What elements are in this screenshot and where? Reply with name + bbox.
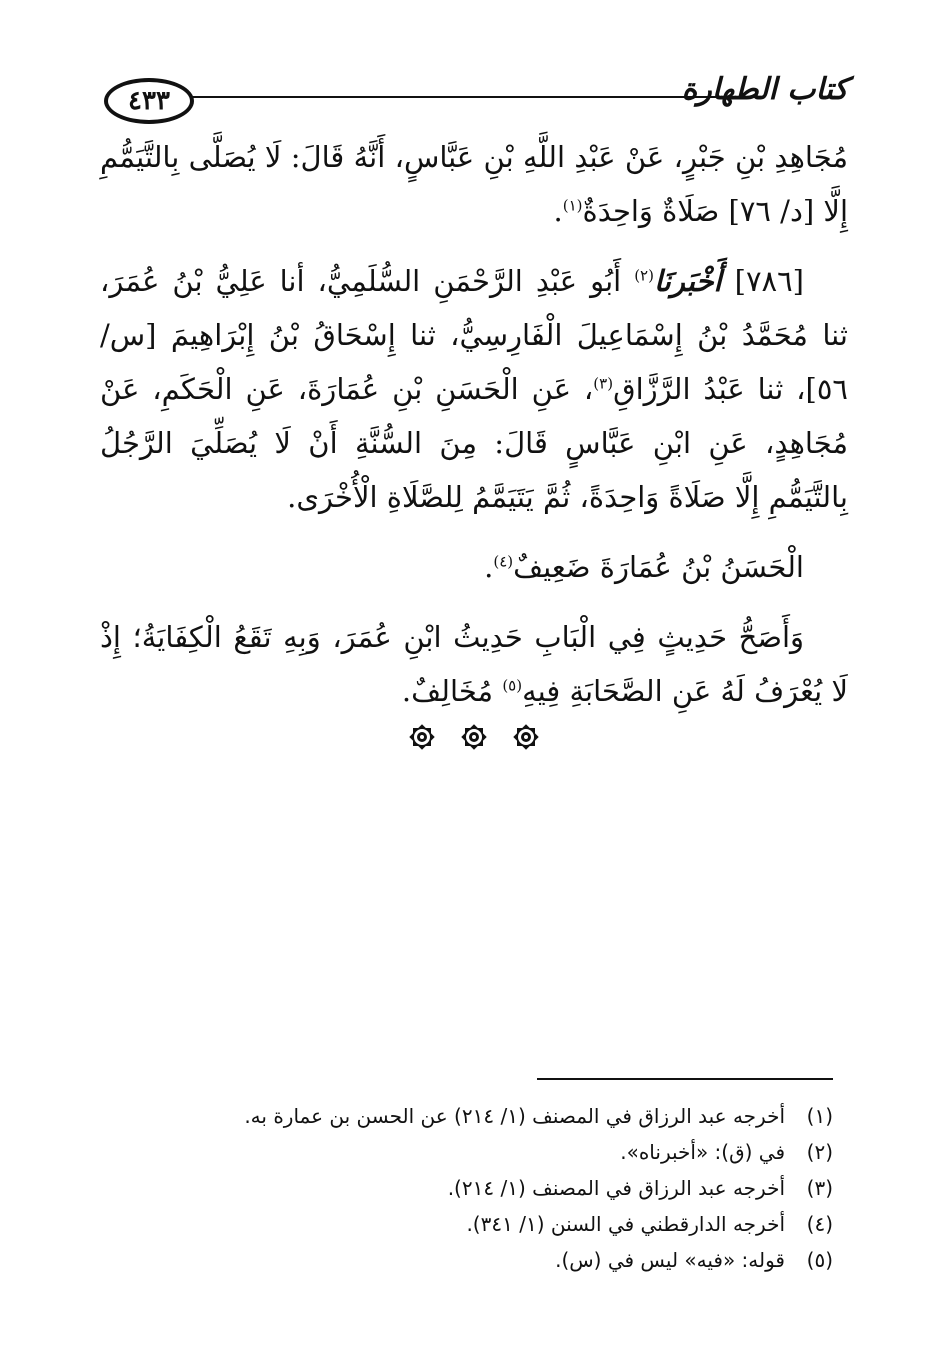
footnote-ref-3[interactable]: (٣): [593, 374, 614, 393]
page-header: [100, 72, 848, 130]
footnote-item: [153, 1206, 833, 1242]
footnote-text: في (ق): «أخبرناه».: [620, 1140, 785, 1164]
main-text: [100, 130, 848, 718]
paragraph-3: [100, 540, 848, 594]
paragraph-1: [100, 130, 848, 238]
p2-text-1: أَبُو عَبْدِ الرَّحْمَنِ السُّلَمِيُّ، أنا عَلِيُّ بْنُ عُمَرَ، ثنا مُحَمَّدُ بْنُ إِسْمَاعِيلَ الْفَارِسِيُّ، ثنا إِسْحَاقُ بْنُ إِبْرَاهِيمَ [س/ ٥٦]، ثنا عَبْدُ الرَّزَّاقِ: [100, 264, 848, 406]
footnote-item: [153, 1134, 833, 1170]
footnote-ref-2[interactable]: (٢): [634, 266, 654, 285]
footnote-text: قوله: «فيه» ليس في (س).: [555, 1248, 785, 1272]
footnote-item: [153, 1098, 833, 1134]
p4-text-1: وَأَصَحُّ حَدِيثٍ فِي الْبَابِ حَدِيثُ ابْنِ عُمَرَ، وَبِهِ تَقَعُ الْكِفَايَةُ؛ إِذْ لَا يُعْرَفُ لَهُ عَنِ الصَّحَابَةِ فِيهِ: [100, 620, 848, 708]
footnote-separator: [537, 1078, 833, 1080]
footnote-number: (٥): [806, 1248, 833, 1272]
footnote-number: (٤): [806, 1212, 833, 1236]
footnote-number: (٣): [806, 1176, 833, 1200]
footnote-ref-1[interactable]: (١): [562, 196, 583, 215]
paragraph-2: [100, 254, 848, 524]
footnote-number: (١): [806, 1104, 833, 1128]
flower-ornament-icon: [511, 722, 541, 752]
paragraph-4: [100, 610, 848, 718]
footnote-item: [153, 1242, 833, 1278]
footnote-ref-4[interactable]: (٤): [493, 552, 514, 571]
footnote-number: (٢): [806, 1140, 833, 1164]
footnote-text: أخرجه الدارقطني في السنن (١/ ٣٤١).: [466, 1212, 785, 1236]
p3-text: الْحَسَنُ بْنُ عُمَارَةَ ضَعِيفٌ: [513, 550, 804, 584]
page-number: ٤٣٣: [104, 78, 194, 124]
section-end-ornaments: [0, 722, 947, 752]
footnote-text: أخرجه عبد الرزاق في المصنف (١/ ٢١٤) عن الحسن بن عمارة به.: [244, 1104, 785, 1128]
flower-ornament-icon: [459, 722, 489, 752]
p2-text-2: ، عَنِ الْحَسَنِ بْنِ عُمَارَةَ، عَنِ الْحَكَمِ، عَنْ مُجَاهِدٍ، عَنِ ابْنِ عَبَّاسٍ قَالَ: مِنَ السُّنَّةِ أَنْ لَا يُصَلِّيَ الرَّجُلُ بِالتَّيَمُّمِ إِلَّا صَلَاةً وَاحِدَةً، ثُمَّ يَتَيَمَّمُ لِلصَّلَاةِ الْأُخْرَى.: [100, 372, 848, 514]
narration-keyword: أَخْبَرنَا: [653, 264, 722, 298]
p4-text-2: مُخَالِفٌ.: [401, 674, 503, 708]
footnote-text: أخرجه عبد الرزاق في المصنف (١/ ٢١٤).: [447, 1176, 785, 1200]
p3-end: .: [484, 550, 494, 584]
flower-ornament-icon: [407, 722, 437, 752]
footnote-item: [153, 1170, 833, 1206]
footnote-ref-5[interactable]: (٥): [502, 676, 523, 695]
p1-text: مُجَاهِدِ بْنِ جَبْرٍ، عَنْ عَبْدِ اللَّهِ بْنِ عَبَّاسٍ، أَنَّهُ قَالَ: لَا يُصَلَّى بِالتَّيَمُّمِ إِلَّا [د/ ٧٦] صَلَاةٌ وَاحِدَةٌ: [100, 140, 848, 228]
hadith-number: [٧٨٦]: [734, 264, 804, 298]
book-title: كتاب الطهارة: [681, 72, 848, 107]
footnotes: [153, 1098, 833, 1278]
header-rule: [192, 96, 720, 98]
p1-end: .: [553, 194, 563, 228]
